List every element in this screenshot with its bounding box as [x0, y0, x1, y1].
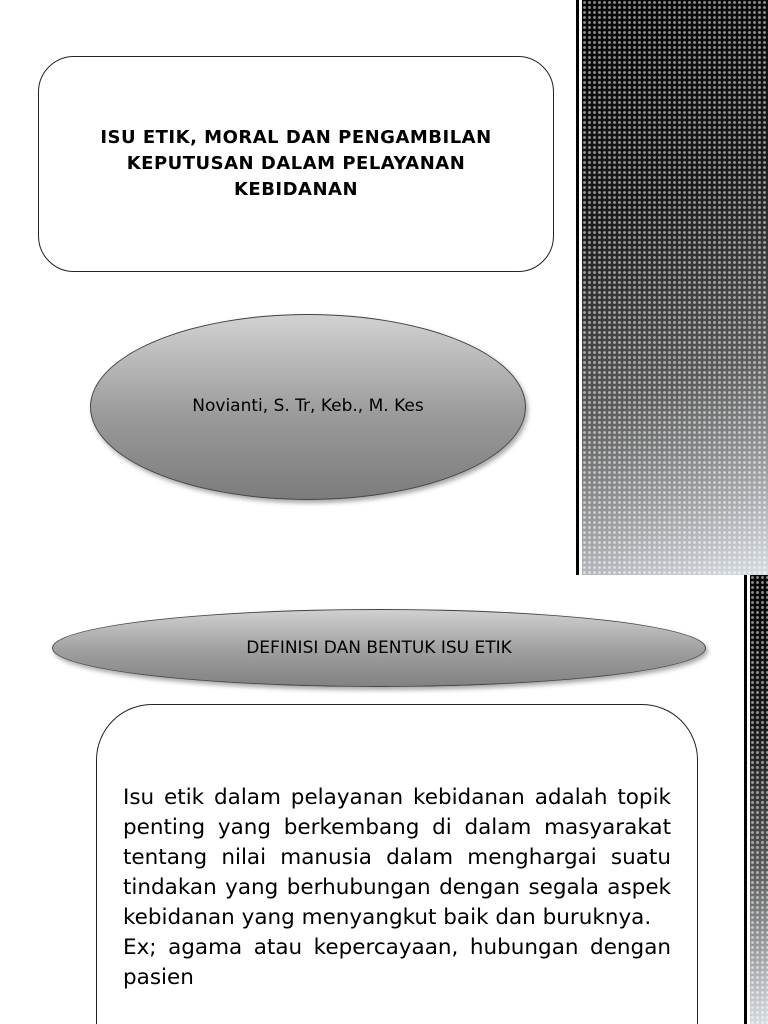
author-ellipse: [90, 314, 526, 500]
side-stripe: [576, 0, 579, 575]
example-paragraph: Ex; agama atau kepercayaan, hubungan dengan pasien: [123, 935, 671, 990]
decorative-side-panel: [750, 575, 768, 1024]
section-heading: DEFINISI DAN BENTUK ISU ETIK: [246, 638, 512, 658]
side-stripe: [744, 575, 747, 1024]
heading-ellipse: [52, 609, 706, 687]
title-box: [38, 56, 554, 272]
decorative-side-panel: [582, 0, 768, 575]
author-name: Novianti, S. Tr, Keb., M. Kes: [192, 396, 424, 416]
slide-title: ISU ETIK, MORAL DAN PENGAMBILAN KEPUTUSAN DALAM PELAYANAN KEBIDANAN: [100, 127, 492, 200]
definition-paragraph: Isu etik dalam pelayanan kebidanan adalah topik penting yang berkembang di dalam masyarakat tentang nilai manusia dalam menghargai suatu tindakan yang berhubungan dengan segala aspek kebidanan yang menyangkut baik dan buruknya.: [123, 785, 671, 930]
slide-2: [0, 575, 768, 1024]
content-text: [123, 783, 671, 993]
